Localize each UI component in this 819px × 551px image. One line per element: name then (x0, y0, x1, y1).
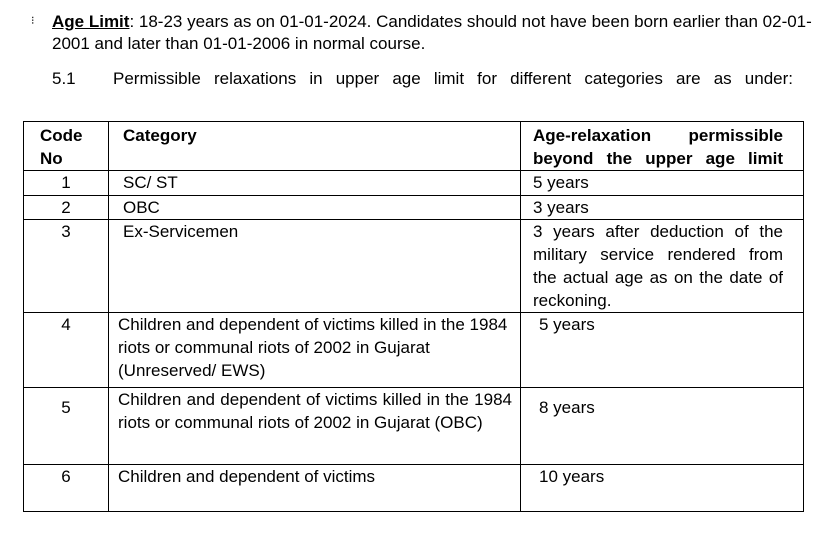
age-limit-paragraph (52, 11, 812, 55)
header-age-relaxation-text: Age-relaxation permissible beyond the upper age limit (533, 126, 783, 168)
table-row (24, 171, 804, 196)
row-category: Ex-Servicemen (109, 220, 521, 313)
row-code: 3 (24, 220, 109, 313)
row-code: 4 (24, 313, 109, 388)
row-relaxation: 3 years after deduction of the military service rendered from the actual age as on the date of reckoning. (521, 220, 804, 313)
table-row (24, 196, 804, 220)
row-relaxation: 5 years (521, 313, 804, 388)
bullet-marker: ⁝ (31, 15, 35, 27)
row-code: 2 (24, 196, 109, 220)
table-row (24, 388, 804, 465)
row-relaxation: 5 years (521, 171, 804, 196)
row-category: Children and dependent of victims killed in the 1984 riots or communal riots of 2002 in Gujarat (Unreserved/ EWS) (109, 313, 521, 388)
header-category: Category (109, 122, 521, 171)
header-code-no: Code No (24, 122, 109, 171)
row-code: 5 (24, 388, 109, 465)
table-row (24, 220, 804, 313)
row-code: 6 (24, 465, 109, 512)
row-relaxation: 10 years (521, 465, 804, 512)
row-relaxation: 8 years (521, 388, 804, 465)
subsection-number: 5.1 (52, 69, 76, 88)
row-category: Children and dependent of victims killed in the 1984 riots or communal riots of 2002 in Gujarat (OBC) (109, 388, 521, 465)
row-category: OBC (109, 196, 521, 220)
row-relaxation: 3 years (521, 196, 804, 220)
table-row (24, 465, 804, 512)
table-row (24, 313, 804, 388)
header-age-relaxation (521, 122, 804, 171)
age-limit-term: Age Limit (52, 12, 130, 31)
age-relaxation-table (23, 121, 804, 512)
table-header-row (24, 122, 804, 171)
row-code: 1 (24, 171, 109, 196)
row-category: Children and dependent of victims (109, 465, 521, 512)
subsection-text: Permissible relaxations in upper age limit for different categories are as under: (113, 69, 793, 88)
row-category: SC/ ST (109, 171, 521, 196)
age-limit-text: : 18-23 years as on 01-01-2024. Candidates should not have been born earlier than 02-01-2001 and later than 01-01-2006 in normal course. (52, 12, 812, 53)
